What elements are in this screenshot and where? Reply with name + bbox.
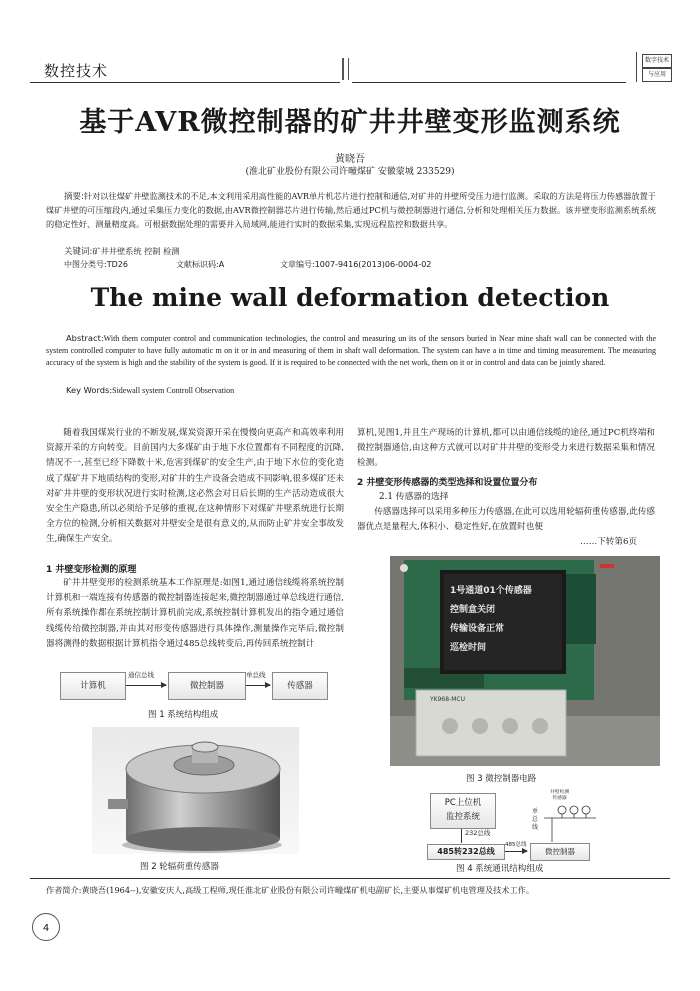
fig3-caption: 图 3 微控制器电路 bbox=[466, 774, 537, 784]
fig4-caption: 图 4 系统通讯结构组成 bbox=[456, 864, 544, 874]
fig2-load-cell-photo bbox=[92, 727, 299, 854]
keywords-label: 关键词: bbox=[64, 247, 93, 257]
section-2-1-text: 传感器选择可以采用多种压力传感器,在此可以选用轮辐荷重传感器,此传感器优点是量程大,体积小、稳定性好,在放置时也便 bbox=[357, 507, 655, 533]
doc-code: 文献标识码:A bbox=[176, 260, 225, 269]
author-name: 黄晓吾 bbox=[335, 154, 365, 165]
paper-title: 基于AVR微控制器的矿井井壁变形监测系统 bbox=[79, 107, 621, 138]
abstract-cn bbox=[46, 190, 656, 231]
article-number: 文章编号:1007-9416(2013)06-0004-02 bbox=[280, 260, 432, 269]
abstract-en-text: With them computer control and communication technologies, the control and measuring un its of the sensors buried in Near mine shaft wall can be connected with the system controlled computer to have fully automatic m on it or in and measuring of them in shaft wall deformation. The system can have a in time and timing measurement. The measuring accuracy of the system is high and the stability of the system is good. If it is required to be connected with the net work, them on it or in control and data can be jointly shared. bbox=[46, 334, 656, 368]
fig1-computer-box: 计算机 bbox=[60, 672, 126, 700]
fig4-485-label: 485总线 bbox=[505, 842, 527, 848]
author-bio-footnote: 作者简介:黄晓吾(1964--),安徽安庆人,高级工程师,现任淮北矿业股份有限公司许疃煤矿机电副矿长,主要从事煤矿机电管理及技术工作。 bbox=[46, 885, 535, 895]
keywords-en bbox=[66, 385, 234, 395]
fig1-bus-label: 单总线 bbox=[246, 671, 266, 679]
fig1-arrow bbox=[126, 685, 166, 686]
fig4-sensor-nodes bbox=[540, 800, 600, 845]
abstract-en bbox=[46, 332, 656, 370]
fig1-mcu-box: 微控制器 bbox=[168, 672, 246, 700]
fig1-sensor-box: 传感器 bbox=[272, 672, 328, 700]
lcd-line: 传输设备正常 bbox=[450, 624, 505, 634]
section-2-heading: 2 井壁变形传感器的类型选择和设置位置分布 bbox=[357, 478, 538, 488]
keywords-cn bbox=[64, 245, 179, 257]
fig4-arrow bbox=[505, 851, 527, 852]
header-rule-left bbox=[30, 82, 340, 83]
fig4-connector bbox=[461, 829, 462, 843]
clc-number: 中图分类号:TD26 bbox=[64, 260, 128, 269]
abstract-en-label: Abstract: bbox=[66, 333, 104, 343]
header-rule-right bbox=[352, 82, 626, 83]
lcd-line: 控制盒关闭 bbox=[450, 605, 496, 615]
col2-continuation: 算机,见图1,并且生产现场的计算机,都可以由通信线缆的途径,通过PC机终端和微控制器通信,由这种方式就可以对矿井井壁的变形受力来进行数据采集和情况检测。 bbox=[357, 428, 655, 469]
fig4-485-box: 485转232总线 bbox=[427, 844, 505, 860]
journal-logo: 数字技术 与应用 bbox=[626, 52, 670, 82]
section-label: 数控技术 bbox=[44, 62, 109, 80]
fig4-232-label: 232总线 bbox=[465, 829, 491, 837]
lcd-screen bbox=[440, 570, 566, 674]
fig1-caption: 图 1 系统结构组成 bbox=[148, 710, 219, 720]
continued-note: ……下转第6页 bbox=[580, 537, 638, 547]
keywords-text: 矿井井壁系统 控制 检测 bbox=[92, 246, 180, 256]
board-label: YK968-MCU bbox=[430, 696, 465, 703]
keywords-en-text: Sidewall system Controll Observation bbox=[112, 386, 235, 395]
section-1-heading: 1 井壁变形检测的原理 bbox=[46, 565, 137, 575]
fig2-caption: 图 2 轮辐荷重传感器 bbox=[140, 862, 219, 872]
section-2-1-heading: 2.1 传感器的选择 bbox=[379, 492, 449, 502]
section-1-text: 矿井井壁变形的检测系统基本工作原理是:如图1,通过通信线缆将系统控制计算机和一端连接有传感器的微控制器连接起来,微控制器通过单总线进行通信,所有系统操作都在系统控制计算机前完成,系统控制计算机发出的指令通过通信线缆传给微控制器,并由其对形变传感器进行具体操作,测量操作完毕后,微控制器将测得的数据根据计算机指令通过485总线转变后,再传回系统控制计 bbox=[46, 578, 344, 649]
abstract-label: 摘要: bbox=[64, 192, 84, 202]
keywords-en-label: Key Words: bbox=[66, 385, 113, 395]
fig3-circuit-photo bbox=[390, 556, 660, 766]
fig4-pc-box: PC上位机 监控系统 bbox=[430, 793, 496, 829]
lcd-line: 巡检时间 bbox=[450, 643, 487, 653]
fig1-bus-label: 通信总线 bbox=[128, 671, 154, 679]
running-header bbox=[30, 52, 670, 84]
lcd-line: 1号通道01个传感器 bbox=[450, 586, 532, 596]
abstract-text: 针对以往煤矿井壁监测技术的不足,本文利用采用高性能的AVR单片机芯片进行控制和通信,对矿井的井壁所受压力进行监测。采取的方法是将压力传感器放置于煤矿井壁的可压缩段内,通过采集压力变化的数据,由AVR微控制器芯片进行传输,然后通过PC机与微控制器进行通信,分析和处理相关压力数据。该井壁变形监测系统系统的稳定性好、测量精度高。可根据数据处理的需要并入局域网,能进行实时的数据采集,实现远程监控和数据共享。 bbox=[46, 191, 656, 229]
header-bar bbox=[348, 58, 349, 80]
header-bar bbox=[342, 58, 344, 80]
fig1-arrow bbox=[246, 685, 270, 686]
affiliation: (淮北矿业股份有限公司许疃煤矿 安徽蒙城 233529) bbox=[245, 167, 455, 177]
page-number: 4 bbox=[32, 913, 60, 941]
footnote-rule bbox=[30, 878, 670, 879]
fig4-single-bus-label: 单 总 线 bbox=[532, 808, 539, 831]
intro-paragraph: 随着我国煤炭行业的不断发展,煤炭资源开采在慢慢向更高产和高效率利用资源开采的方向转变。目前国内大多煤矿由于地下水位置都有不同程度的沉降,情况不一,甚至已经下降数十米,危害到煤矿的安全生产,由于地下水位的变化造成了煤矿井下地质结构的变形,对矿井的生产设备会造成不同影响,很多煤矿还未对矿井井壁的变形状况进行实时检测,这必然会对日后长期的生产活动造成很大安全生产隐患,所以必须给予足够的重视,在这种情形下对煤矿井壁系统进行长期全方位的检测,分析相关数据对井壁安全是很有意义的,从而防止矿井安全事故发生,确保生产安全。 bbox=[46, 428, 344, 545]
fig4-sensor-label: 井壁检测 传感器 bbox=[550, 790, 570, 801]
fig4-mcu-box: 微控制器 bbox=[530, 843, 590, 861]
paper-title-en: The mine wall deformation detection bbox=[90, 283, 610, 312]
